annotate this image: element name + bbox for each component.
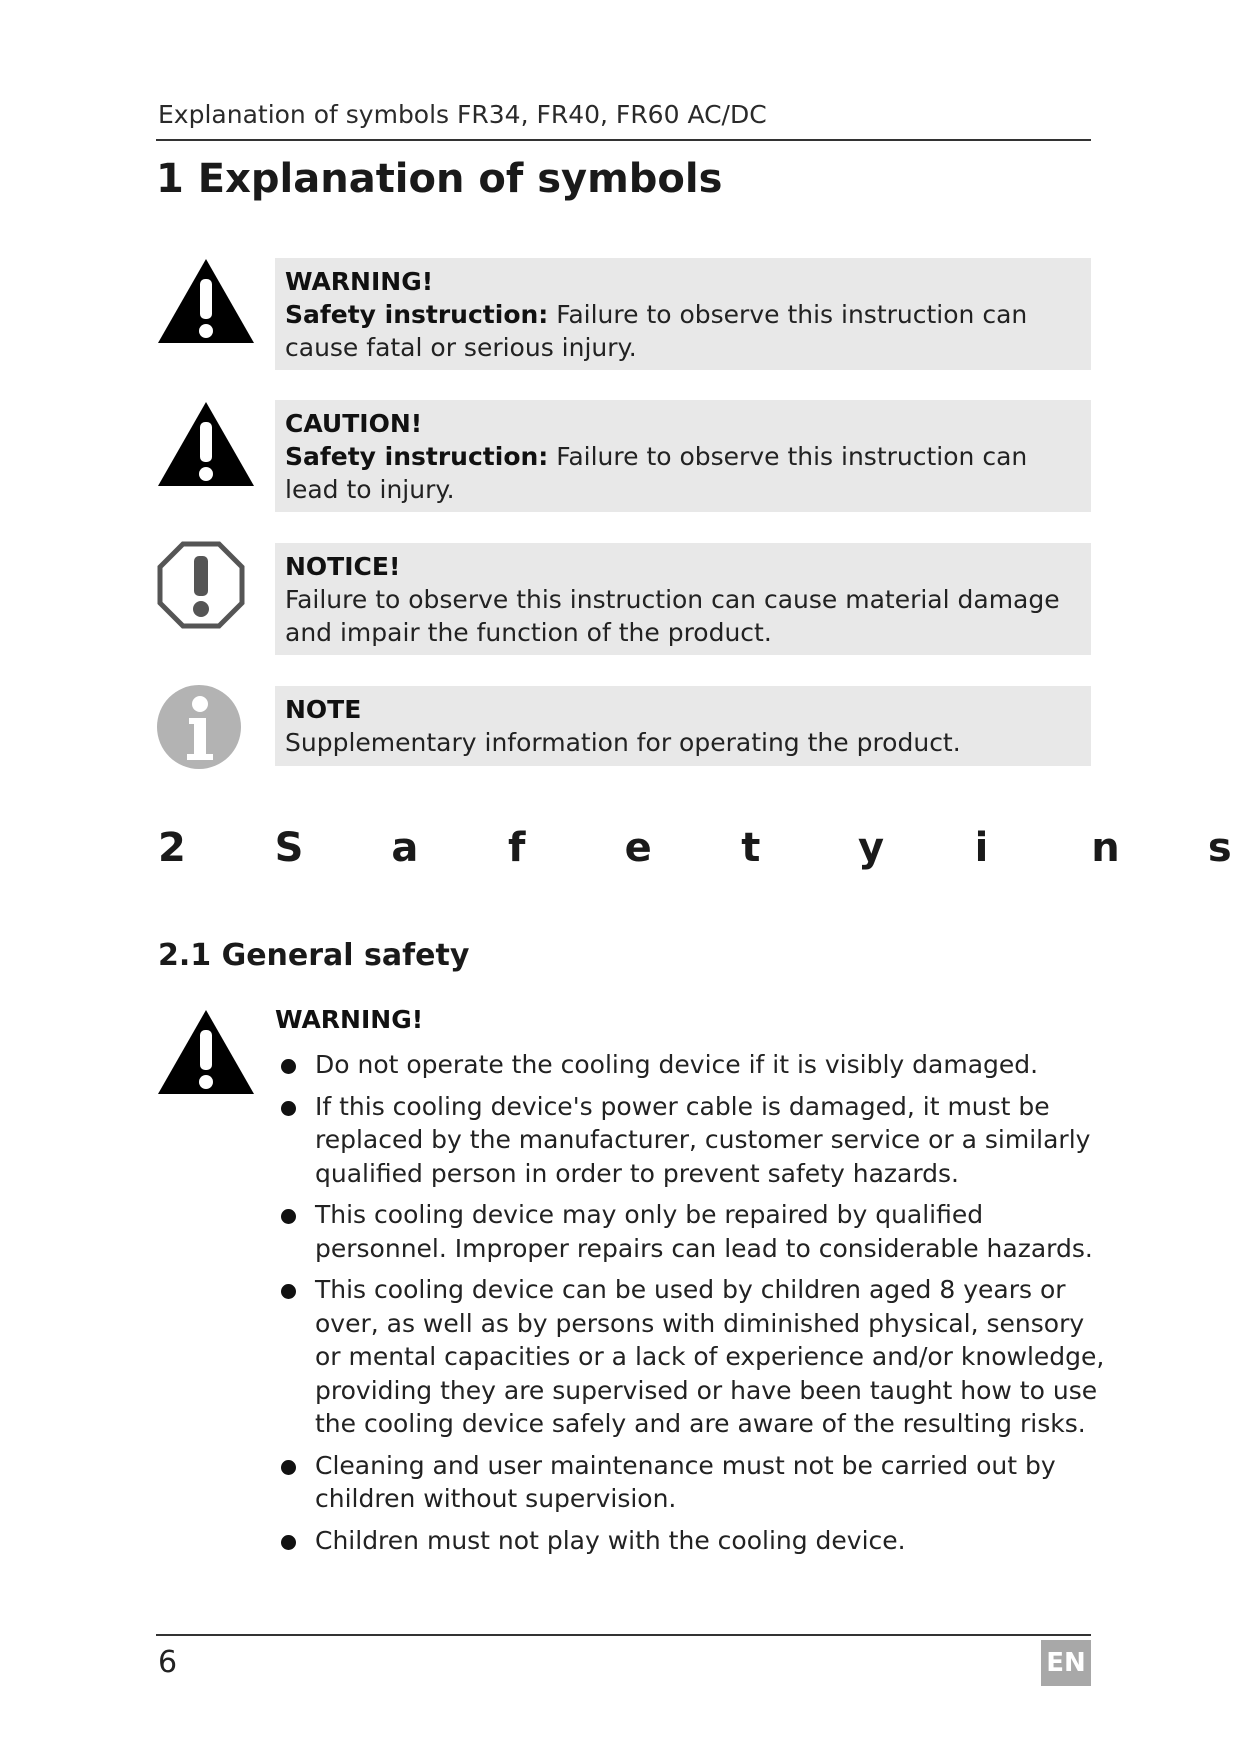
heading-char: n <box>1091 825 1120 871</box>
caution-lead: Safety instruction: <box>285 442 549 471</box>
header-divider <box>156 139 1091 141</box>
notice-symbol-box <box>275 543 1091 655</box>
bullet-icon <box>281 1460 296 1475</box>
note-title: NOTE <box>285 695 362 724</box>
note-text: Supplementary information for operating the product. <box>285 728 961 757</box>
list-item <box>275 1198 1105 1265</box>
notice-text: Failure to observe this instruction can cause material damage and impair the function of the product. <box>285 585 1060 647</box>
warning-title: WARNING! <box>285 267 434 296</box>
list-item <box>275 1090 1105 1191</box>
caution-text: Failure to observe this instruction can lead to injury. <box>285 442 1028 504</box>
list-item <box>275 1273 1105 1441</box>
heading-char: e <box>624 825 652 871</box>
section-2-heading <box>158 825 1241 871</box>
notice-title: NOTICE! <box>285 552 401 581</box>
page-number: 6 <box>158 1645 178 1680</box>
warning-triangle-icon <box>156 257 256 347</box>
bullet-icon <box>281 1209 296 1224</box>
heading-char: 2 <box>158 825 186 871</box>
warning-lead: Safety instruction: <box>285 300 549 329</box>
bullet-icon <box>281 1101 296 1116</box>
list-item-text: If this cooling device's power cable is damaged, it must be replaced by the manufacturer, customer service or a similarly qualified person in order to prevent safety hazards. <box>315 1091 1091 1188</box>
warning-triangle-icon <box>156 1008 256 1098</box>
warning-symbol-box <box>275 258 1091 370</box>
bullet-icon <box>281 1535 296 1550</box>
section-2-1-heading: 2.1 General safety <box>158 938 470 973</box>
caution-symbol-box <box>275 400 1091 512</box>
section-1-heading: 1 Explanation of symbols <box>156 156 723 202</box>
list-item-text: This cooling device may only be repaired by qualified personnel. Improper repairs can lead to considerable hazards. <box>315 1200 1093 1263</box>
heading-char: t <box>741 825 761 871</box>
heading-char: i <box>974 825 989 871</box>
list-item <box>275 1449 1105 1516</box>
list-item-text: Do not operate the cooling device if it is visibly damaged. <box>315 1050 1039 1079</box>
caution-title: CAUTION! <box>285 409 423 438</box>
language-badge: EN <box>1041 1640 1091 1686</box>
heading-char: s <box>1207 825 1232 871</box>
general-safety-warning-title: WARNING! <box>275 1005 424 1034</box>
heading-char: y <box>857 825 885 871</box>
running-header: Explanation of symbols FR34, FR40, FR60 AC/DC <box>158 100 767 129</box>
bullet-icon <box>281 1284 296 1299</box>
list-item <box>275 1524 1105 1558</box>
heading-char: f <box>507 825 526 871</box>
heading-char: S <box>274 825 304 871</box>
info-circle-icon <box>156 684 242 770</box>
list-item-text: This cooling device can be used by children aged 8 years or over, as well as by persons with diminished physical, sensory or mental capacities or a lack of experience and/or knowledge, providing they are supervised or have been taught how to use the cooling device safely and are aware of the resulting risks. <box>315 1275 1105 1438</box>
general-safety-list <box>275 1048 1105 1565</box>
footer-divider <box>156 1634 1091 1636</box>
heading-char: a <box>391 825 419 871</box>
notice-octagon-icon <box>156 540 246 630</box>
list-item <box>275 1048 1105 1082</box>
list-item-text: Children must not play with the cooling device. <box>315 1525 906 1555</box>
note-symbol-box <box>275 686 1091 766</box>
warning-text: Failure to observe this instruction can cause fatal or serious injury. <box>285 300 1028 362</box>
bullet-icon <box>281 1059 296 1074</box>
list-item-text: Cleaning and user maintenance must not be carried out by children without supervision. <box>315 1450 1056 1513</box>
caution-triangle-icon <box>156 400 256 490</box>
